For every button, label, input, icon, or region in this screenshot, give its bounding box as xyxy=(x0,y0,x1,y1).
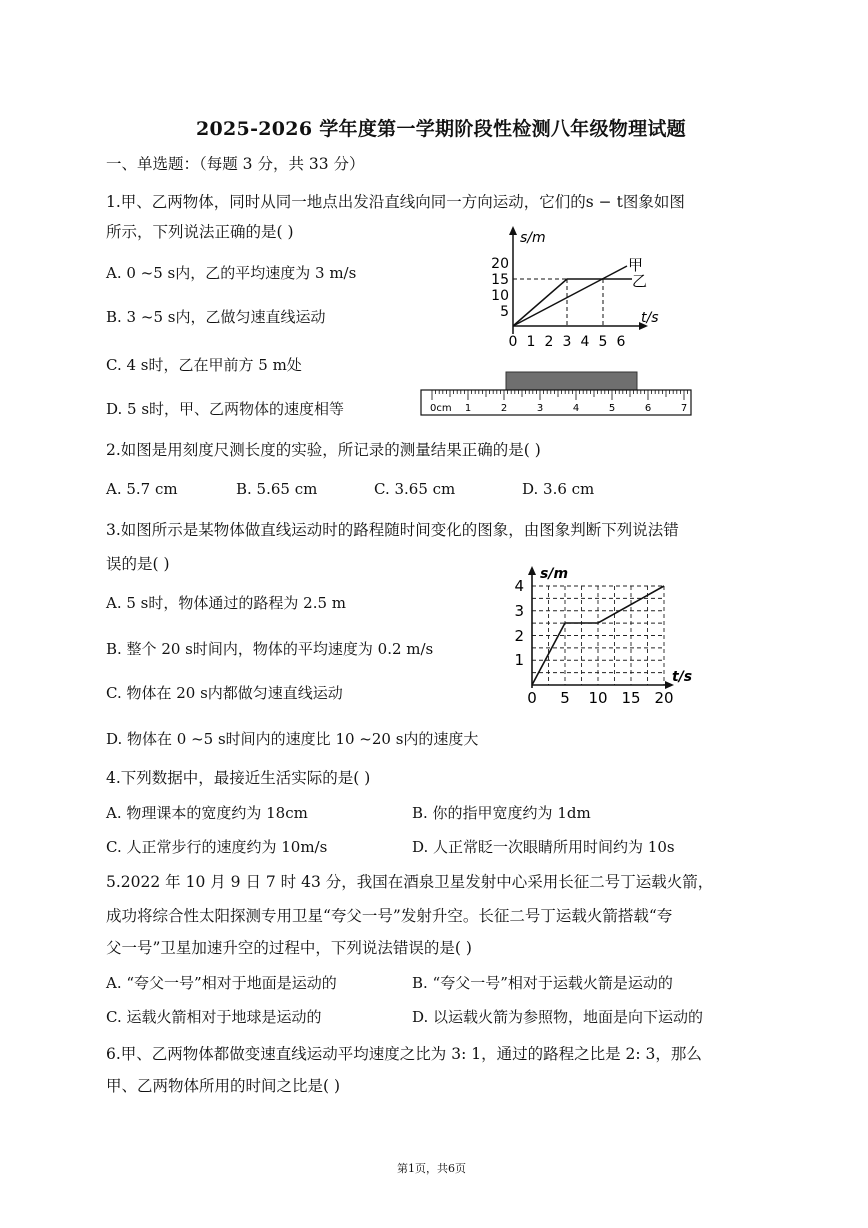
q1-xtick-4: 4 xyxy=(580,334,590,350)
ruler-figure xyxy=(418,370,696,418)
q1-ytick-5: 5 xyxy=(500,304,509,320)
q3-grid xyxy=(532,586,664,685)
ruler-label-6: 6 xyxy=(644,403,652,414)
q1-ytick-15: 15 xyxy=(491,272,509,288)
q6-stem-line2: 甲、乙两物体所用的时间之比是( ) xyxy=(106,1077,341,1095)
q3-ytick-4: 4 xyxy=(514,577,524,595)
q3-option-b: B. 整个 20 s时间内，物体的平均速度为 0.2 m/s xyxy=(106,640,434,658)
q1-option-b: B. 3 ~5 s内，乙做匀速直线运动 xyxy=(106,308,326,326)
q2-option-c: C. 3.65 cm xyxy=(374,480,456,498)
q1-st-graph xyxy=(480,222,680,352)
ruler-label-2: 2 xyxy=(500,403,508,414)
q5-option-d: D. 以运载火箭为参照物，地面是向下运动的 xyxy=(412,1008,704,1026)
q1-stem-line2: 所示，下列说法正确的是( ) xyxy=(106,223,294,241)
ruler-label-1: 1 xyxy=(464,403,472,414)
q1-x-label: t/s xyxy=(641,310,659,326)
q1-xtick-3: 3 xyxy=(562,334,572,350)
q5-stem-line1: 5.2022 年 10 月 9 日 7 时 43 分，我国在酒泉卫星发射中心采用长征二号丁运载火箭， xyxy=(106,873,714,891)
q4-option-c: C. 人正常步行的速度约为 10m/s xyxy=(106,838,328,856)
q1-line-jia xyxy=(513,266,627,326)
q6-stem-line1: 6.甲、乙两物体都做变速直线运动平均速度之比为 3: 1，通过的路程之比是 2: 3，那么 xyxy=(106,1045,702,1063)
q5-option-c: C. 运载火箭相对于地球是运动的 xyxy=(106,1008,322,1026)
q3-option-a: A. 5 s时，物体通过的路程为 2.5 m xyxy=(106,594,346,612)
q3-st-graph xyxy=(504,560,702,710)
page-footer: 第1页，共6页 xyxy=(397,1162,466,1175)
q1-ytick-10: 10 xyxy=(491,288,509,304)
q5-option-a: A. “夸父一号”相对于地面是运动的 xyxy=(106,974,337,992)
q1-xtick-5: 5 xyxy=(598,334,608,350)
q3-stem-line2: 误的是( ) xyxy=(106,555,170,573)
q1-ytick-20: 20 xyxy=(491,256,509,272)
q3-ytick-3: 3 xyxy=(514,602,524,620)
ruler-label-0: 0cm xyxy=(430,403,452,414)
q3-xtick-20: 20 xyxy=(654,689,674,707)
q3-xtick-10: 10 xyxy=(588,689,608,707)
q1-stem-line1: 1.甲、乙两物体，同时从同一地点出发沿直线向同一方向运动，它们的s − t图象如图 xyxy=(106,193,685,211)
q3-option-d: D. 物体在 0 ~5 s时间内的速度比 10 ~20 s内的速度大 xyxy=(106,730,479,748)
q2-option-a: A. 5.7 cm xyxy=(106,480,178,498)
q4-option-a: A. 物理课本的宽度约为 18cm xyxy=(106,804,308,822)
q4-option-d: D. 人正常眨一次眼睛所用时间约为 10s xyxy=(412,838,675,856)
q2-option-d: D. 3.6 cm xyxy=(522,480,595,498)
q1-y-arrow xyxy=(509,226,517,235)
q4-option-b: B. 你的指甲宽度约为 1dm xyxy=(412,804,591,822)
q1-label-jia: 甲 xyxy=(628,256,644,274)
q3-xtick-0: 0 xyxy=(527,689,537,707)
q1-xtick-1: 1 xyxy=(526,334,536,350)
q1-option-a: A. 0 ~5 s内，乙的平均速度为 3 m/s xyxy=(106,264,357,282)
q2-option-b: B. 5.65 cm xyxy=(236,480,318,498)
page-title: 2025-2026 学年度第一学期阶段性检测八年级物理试题 xyxy=(196,118,686,140)
q3-x-label: t/s xyxy=(672,669,693,685)
q1-line-yi xyxy=(513,279,632,326)
ruler-label-3: 3 xyxy=(536,403,544,414)
q3-y-arrow xyxy=(528,566,536,575)
q3-option-c: C. 物体在 20 s内都做匀速直线运动 xyxy=(106,684,343,702)
section-heading: 一、单选题：（每题 3 分，共 33 分） xyxy=(106,155,365,173)
q1-y-label: s/m xyxy=(520,230,546,246)
ruler-label-7: 7 xyxy=(680,403,688,414)
q1-xtick-6: 6 xyxy=(616,334,626,350)
q4-stem: 4.下列数据中，最接近生活实际的是( ) xyxy=(106,769,371,787)
ruler-label-4: 4 xyxy=(572,403,580,414)
q3-ytick-1: 1 xyxy=(514,651,524,669)
q1-option-c: C. 4 s时，乙在甲前方 5 m处 xyxy=(106,356,302,374)
q1-label-yi: 乙 xyxy=(632,272,648,290)
q5-stem-line2: 成功将综合性太阳探测专用卫星“夸父一号”发射升空。长征二号丁运载火箭搭载“夸 xyxy=(106,907,673,925)
q3-y-label: s/m xyxy=(540,566,569,582)
ruler-label-5: 5 xyxy=(608,403,616,414)
q5-stem-line3: 父一号”卫星加速升空的过程中，下列说法错误的是( ) xyxy=(106,939,472,957)
q3-stem-line1: 3.如图所示是某物体做直线运动时的路程随时间变化的图象，由图象判断下列说法错 xyxy=(106,521,679,539)
q1-option-d: D. 5 s时，甲、乙两物体的速度相等 xyxy=(106,400,345,418)
q3-ytick-2: 2 xyxy=(514,627,524,645)
q2-stem: 2.如图是用刻度尺测长度的实验，所记录的测量结果正确的是( ) xyxy=(106,441,541,459)
q3-xtick-15: 15 xyxy=(621,689,641,707)
q3-xtick-5: 5 xyxy=(560,689,570,707)
q1-xtick-2: 2 xyxy=(544,334,554,350)
measured-block xyxy=(506,372,637,390)
q5-option-b: B. “夸父一号”相对于运载火箭是运动的 xyxy=(412,974,673,992)
q1-xtick-0: 0 xyxy=(508,334,518,350)
